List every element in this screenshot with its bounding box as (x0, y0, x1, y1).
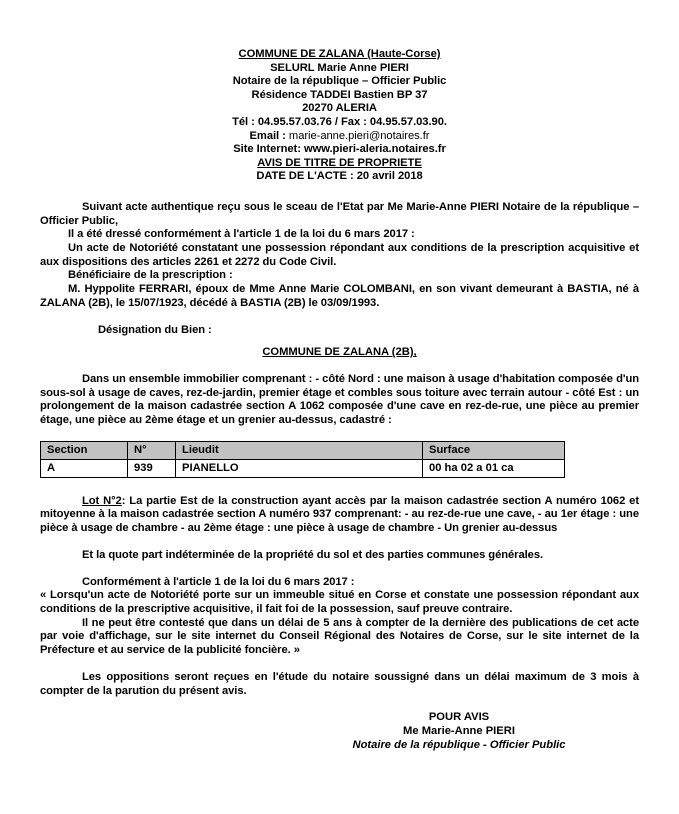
paragraph-citation-2: Il ne peut être contesté que dans un délai de 5 ans à compter de la dernière des publications de cet acte par voie d'affichage, sur le site internet du Conseil Régional des Notaires de Corse, sur le site internet de la Préfecture et au service de la publicité foncière. » (40, 616, 639, 657)
paragraph-oppositions: Les oppositions seront reçues en l'étude du notaire soussigné dans un délai maximum de 3 mois à compter de la parution du présent avis. (40, 670, 639, 697)
paragraph-beneficiaire-label: Bénéficiaire de la prescription : (68, 269, 233, 282)
paragraph-article-loi: Il a été dressé conformément à l'article 1 de la loi du 6 mars 2017 : (68, 228, 415, 241)
cell-surface: 00 ha 02 a 01 ca (423, 459, 565, 477)
letterhead-email (40, 130, 639, 144)
paragraph-acte-authentique: Suivant acte authentique reçu sous le sceau de l'Etat par Me Marie-Anne PIERI Notaire de la république – Officier Public, (40, 200, 639, 227)
designation-label: Désignation du Bien : (98, 323, 212, 336)
column-header-numero: N° (128, 441, 176, 459)
email-value: marie-anne.pieri@notaires.fr (288, 129, 430, 142)
letterhead-city: 20270 ALERIA (302, 102, 377, 115)
act-date: DATE DE L'ACTE : 20 avril 2018 (256, 170, 423, 183)
letterhead-commune (40, 48, 639, 62)
paragraph-conformement-label: Conformément à l'article 1 de la loi du 6 mars 2017 : (82, 575, 355, 588)
paragraph-lot-2 (40, 495, 639, 536)
letterhead-address: Résidence TADDEI Bastien BP 37 (251, 88, 428, 101)
commune-subtitle (40, 346, 639, 360)
signature-block (279, 711, 639, 753)
email-label: Email : (249, 129, 286, 142)
paragraph-citation-1: « Lorsqu'un acte de Notoriété porte sur un immeuble situé en Corse et constate une possession répondant aux conditions de la prescriptive acquisitive, il fait foi de la possession, sauf preuve contraire. (40, 589, 639, 615)
cadastre-table (40, 441, 565, 478)
spacer (40, 337, 639, 346)
spacer (40, 360, 639, 373)
signature-name: Me Marie-Anne PIERI (403, 725, 515, 738)
lot-label: Lot N°2 (82, 494, 122, 507)
spacer (40, 311, 639, 324)
spacer (40, 428, 639, 441)
cadastre-table-head (41, 441, 565, 459)
letterhead-firm: SELURL Marie Anne PIERI (270, 61, 409, 74)
paragraph-notoriete: Un acte de Notoriété constatant une possession répondant aux conditions de la prescription acquisitive et aux dispositions des articles 2261 et 2272 du Code Civil. (40, 242, 639, 268)
spacer (40, 658, 639, 671)
commune-subtitle-text: COMMUNE DE ZALANA (2B), (262, 346, 417, 359)
cell-numero: 939 (128, 459, 176, 477)
cell-section: A (41, 459, 128, 477)
notice-title-text: AVIS DE TITRE DE PROPRIETE (257, 156, 422, 169)
spacer (40, 563, 639, 576)
cell-lieudit: PIANELLO (176, 459, 423, 477)
signature-title: Notaire de la république - Officier Public (352, 739, 566, 752)
spacer (40, 184, 639, 201)
table-header-row (41, 441, 565, 459)
letterhead-phone: Tél : 04.95.57.03.76 / Fax : 04.95.57.03.90. (232, 115, 447, 128)
spacer (40, 478, 639, 495)
column-header-lieudit: Lieudit (176, 441, 423, 459)
letterhead-website: Site Internet: www.pieri-aleria.notaires.fr (233, 143, 446, 156)
letterhead (40, 48, 639, 184)
paragraph-beneficiaire: M. Hyppolite FERRARI, époux de Mme Anne Marie COLOMBANI, en son vivant demeurant à BASTIA, né à ZALANA (2B), le 15/07/1923, décédé à BASTIA (2B) le 03/09/1993. (40, 283, 639, 309)
spacer (40, 698, 639, 711)
lot-description: : La partie Est de la construction ayant accès par la maison cadastrée section A numéro 1062 et mitoyenne à la maison cadastrée section A numéro 937 comprenant: - au rez-de-rue une cave, - au 1er étage : une pièce à usage de chambre - au 2ème étage : une pièce à usage de chambre - Un grenier au-dessus (40, 494, 639, 535)
notice-title (40, 157, 639, 171)
letterhead-role: Notaire de la république – Officier Public (232, 75, 447, 88)
paragraph-quote-part: Et la quote part indéterminée de la propriété du sol et des parties communes générales. (82, 548, 544, 561)
column-header-section: Section (41, 441, 128, 459)
table-row (41, 459, 565, 477)
cadastre-table-body (41, 459, 565, 477)
letterhead-commune-text: COMMUNE DE ZALANA (Haute-Corse) (238, 48, 441, 60)
spacer (40, 536, 639, 549)
signature-pour-avis: POUR AVIS (428, 711, 490, 724)
paragraph-ensemble-immobilier: Dans un ensemble immobilier comprenant : - côté Nord : une maison à usage d'habitation composée d'un sous-sol à usage de caves, rez-de-jardin, premier étage et combles sous toiture avec terrain autour - côté Est : un prolongement de la maison cadastrée section A 1062 composée d'une cave en rez-de-rue, une pièce au premier étage, une pièce au 2ème étage et un grenier au-dessus, cadastré : (40, 372, 639, 427)
column-header-surface: Surface (423, 441, 565, 459)
